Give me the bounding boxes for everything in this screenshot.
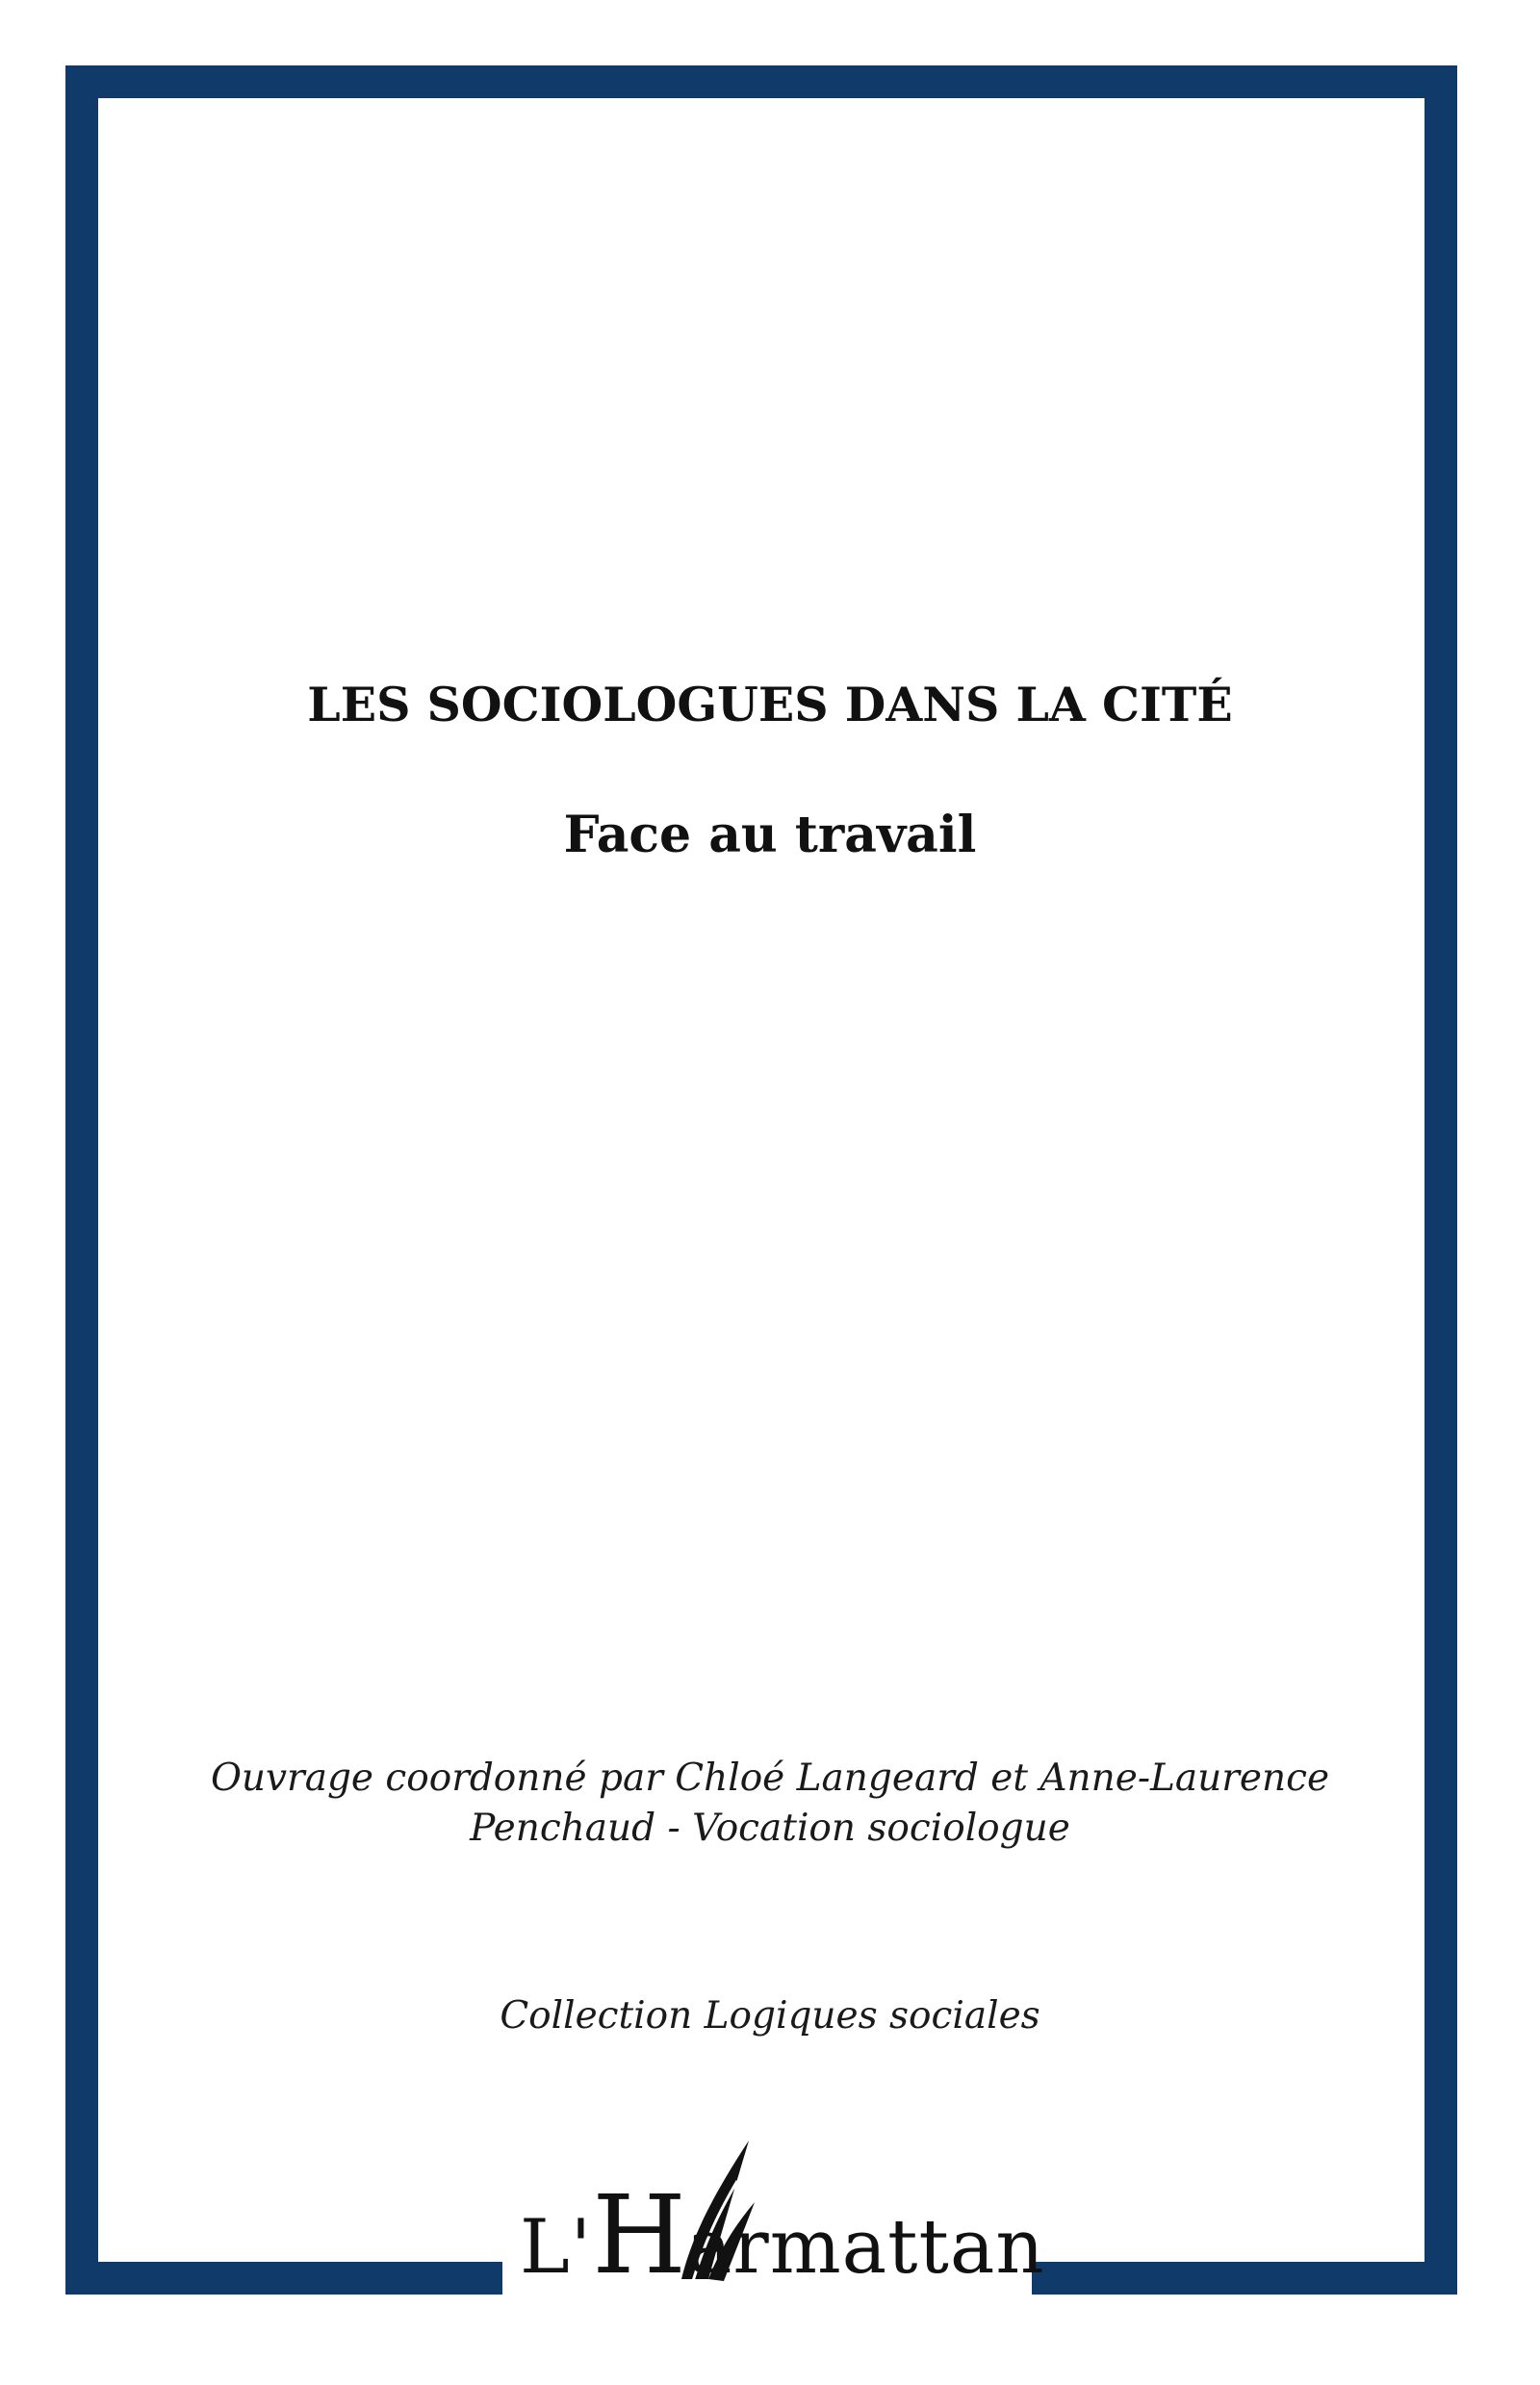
publisher-prefix: L' bbox=[520, 2204, 593, 2291]
coordination-line-2: Penchaud - Vocation sociologue bbox=[470, 1807, 1070, 1850]
publisher-wordmark bbox=[520, 2173, 1045, 2298]
collection-name: Collection Logiques sociales bbox=[500, 1994, 1040, 2038]
coordination-line-1: Ouvrage coordonné par Chloé Langeard et Anne-Laurence bbox=[210, 1757, 1330, 1800]
publisher-rest: armattan bbox=[686, 2204, 1045, 2291]
publisher-logo bbox=[520, 2135, 1045, 2308]
cover-frame bbox=[65, 65, 1457, 2295]
book-title: LES SOCIOLOGUES DANS LA CITÉ bbox=[307, 677, 1233, 732]
publisher-initial: H bbox=[592, 2173, 687, 2298]
coordination-credit bbox=[192, 1754, 1348, 1854]
book-subtitle: Face au travail bbox=[563, 806, 977, 864]
